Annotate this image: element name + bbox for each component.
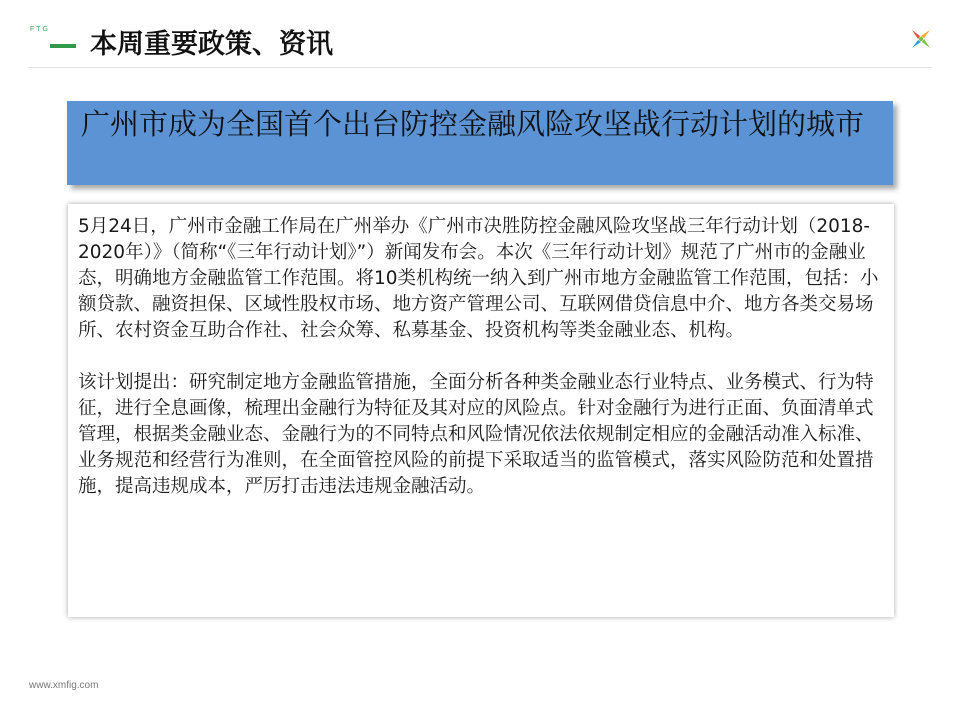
content-paragraph-1: 5月24日，广州市金融工作局在广州举办《广州市决胜防控金融风险攻坚战三年行动计划（2018-2020年）》（简称“《三年行动计划》”）新闻发布会。本次《三年行动计划》规范了广州市的金融业态，明确地方金融监管工作范围。将10类机构统一纳入到广州市地方金融监管工作范围，包括：小额贷款、融资担保、区域性股权市场、地方资产管理公司、互联网借贷信息中介、地方各类交易场所、农村资金互助合作社、社会众筹、私募基金、投资机构等类金融业态、机构。 (78, 216, 879, 341)
brand-mark: FTG (30, 26, 50, 33)
footer-url: www.xmfig.com (29, 680, 99, 691)
logo-petal-blue (912, 40, 921, 48)
title-accent-bar (50, 44, 76, 48)
logo-petal-red (912, 30, 920, 39)
headline-text: 广州市成为全国首个出台防控金融风险攻坚战行动计划的城市 (81, 107, 865, 141)
content-paragraph-2: 该计划提出：研究制定地方金融监管措施，全面分析各种类金融业态行业特点、业务模式、行为特征，进行全息画像，梳理出金融行为特征及其对应的风险点。针对金融行为进行正面、负面清单式管理，根据类金融业态、金融行为的不同特点和风险情况依法依规制定相应的金融活动准入标准、业务规范和经营行为准则，在全面管控风险的前提下采取适当的监管模式，落实风险防范和处置措施，提高违规成本，严厉打击违法违规金融活动。 (78, 372, 874, 497)
logo-petal-green (922, 39, 930, 48)
content-panel (68, 204, 894, 617)
header-divider (28, 67, 932, 68)
logo-center (919, 37, 923, 41)
headline-banner (67, 101, 893, 185)
logo-petal-orange (921, 30, 930, 38)
brand-logo-icon (908, 26, 934, 52)
page-title: 本周重要政策、资讯 (90, 29, 333, 60)
